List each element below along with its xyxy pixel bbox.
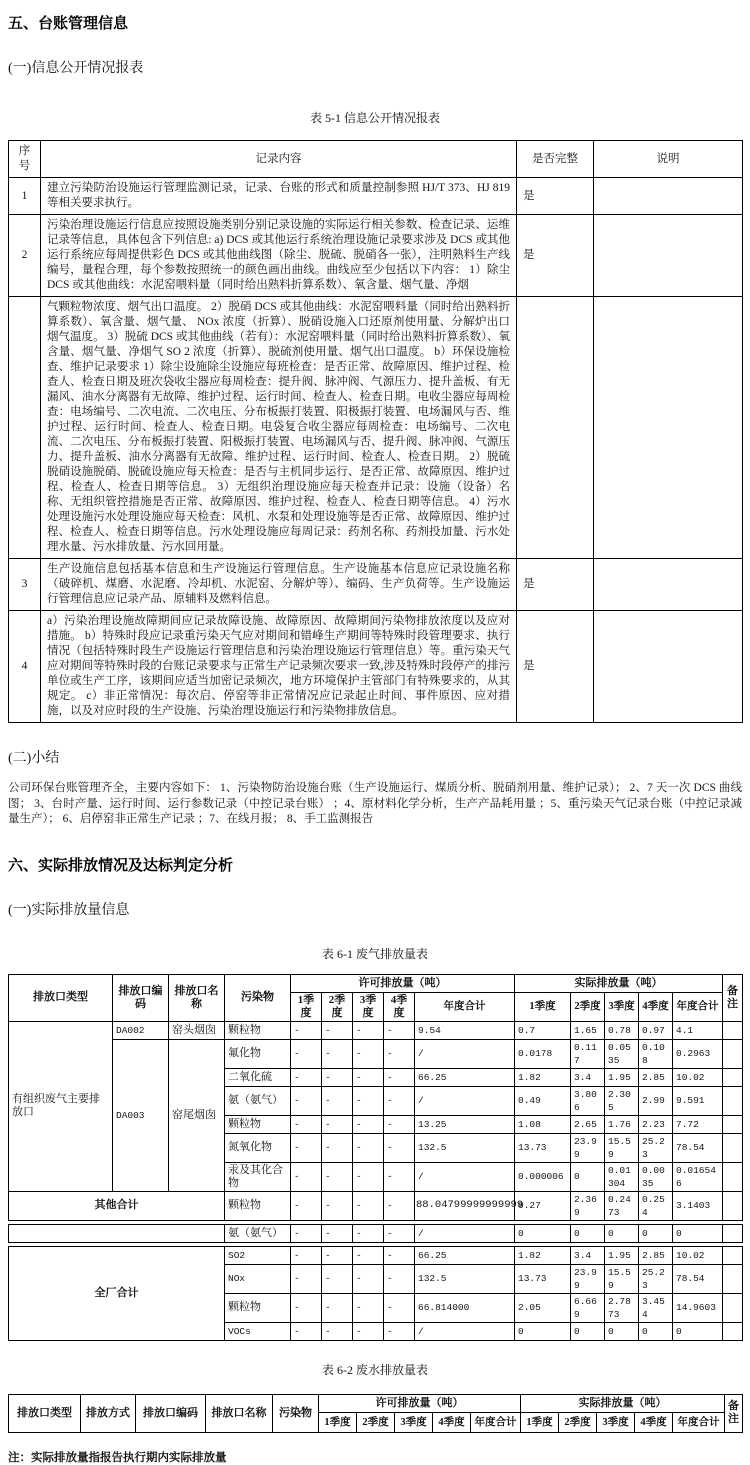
table-cell: 1.76 [605, 1115, 639, 1133]
header-cell: 4季度 [635, 1412, 673, 1432]
table-cell: - [322, 1115, 353, 1133]
section-6-title: 六、实际排放情况及达标判定分析 [8, 856, 234, 874]
pollutant-cell: 颗粒物 [225, 1021, 291, 1039]
table-cell: 0.2473 [605, 1191, 639, 1220]
table-cell: 3.806 [571, 1086, 605, 1115]
table-row [9, 559, 743, 611]
table-cell: - [322, 1039, 353, 1068]
table-row [9, 1191, 743, 1220]
pollutant-cell: 二氧化硫 [225, 1068, 291, 1086]
table-cell: 2.05 [515, 1293, 571, 1322]
pollutant-cell: 氨（氨气） [225, 1224, 291, 1242]
table-cell: 7.72 [673, 1115, 723, 1133]
table-row [9, 1021, 743, 1039]
header-cell: 备注 [723, 974, 743, 1021]
table-cell: 78.54 [673, 1264, 723, 1293]
table-cell: 1.08 [515, 1115, 571, 1133]
row-number-cell: 2 [9, 215, 41, 297]
table-cell: 0.016546 [673, 1162, 723, 1191]
table-cell: - [384, 1264, 415, 1293]
header-cell: 2季度 [571, 992, 605, 1021]
table-cell: - [353, 1039, 384, 1068]
table-cell: - [291, 1246, 322, 1264]
header-cell: 许可排放量（吨） [319, 1394, 521, 1412]
table-cell: - [322, 1133, 353, 1162]
table-cell: - [384, 1224, 415, 1242]
table-cell: - [384, 1115, 415, 1133]
header-cell: 污染物 [273, 1394, 319, 1432]
table-5-1-caption: 表 5-1 信息公开情况报表 [310, 111, 440, 125]
table-cell: - [353, 1224, 384, 1242]
table-cell: 9.54 [415, 1021, 515, 1039]
complete-cell: 是 [517, 215, 594, 297]
row-number-cell: 3 [9, 559, 41, 611]
pollutant-cell: 汞及其化合物 [225, 1162, 291, 1191]
header-cell: 2季度 [357, 1412, 395, 1432]
table-cell: 13.73 [515, 1133, 571, 1162]
pollutant-cell: 颗粒物 [225, 1293, 291, 1322]
header-cell: 年度合计 [673, 1412, 725, 1432]
table-cell: - [384, 1246, 415, 1264]
outlet-code-cell: DA002 [113, 1021, 169, 1039]
table-cell [723, 1191, 743, 1220]
table-cell [723, 1133, 743, 1162]
header-cell: 1季度 [521, 1412, 559, 1432]
table-cell: 0.0535 [605, 1039, 639, 1068]
table-row [9, 1394, 743, 1412]
table-cell: 25.23 [639, 1264, 673, 1293]
table-cell: - [322, 1191, 353, 1220]
table-cell: 2.65 [571, 1115, 605, 1133]
table-cell: - [384, 1191, 415, 1220]
header-cell: 排放口编码 [136, 1394, 206, 1432]
header-cell: 1季度 [291, 992, 322, 1021]
group-label-cell: 其他合计 [9, 1191, 225, 1220]
table-cell: 9.591 [673, 1086, 723, 1115]
table-6-1-gas-emissions-main [8, 974, 743, 1221]
header-cell: 3季度 [353, 992, 384, 1021]
footnote: 注：实际排放量指报告执行期内实际排放量 [8, 1451, 227, 1464]
table-cell [723, 1224, 743, 1242]
table-cell: 2.85 [639, 1246, 673, 1264]
table-row [9, 297, 743, 559]
table-cell: / [415, 1162, 515, 1191]
header-cell: 污染物 [225, 974, 291, 1021]
header-cell: 排放口名称 [169, 974, 225, 1021]
header-cell: 4季度 [639, 992, 673, 1021]
table-cell: - [322, 1068, 353, 1086]
table-cell: 88.04799999999999 [415, 1191, 515, 1220]
table-cell: 23.99 [571, 1264, 605, 1293]
header-cell: 年度合计 [415, 992, 515, 1021]
table-cell: / [415, 1322, 515, 1340]
table-cell: 3.4 [571, 1068, 605, 1086]
table-cell: 1.95 [605, 1246, 639, 1264]
table-cell: - [353, 1115, 384, 1133]
pollutant-cell: 颗粒物 [225, 1191, 291, 1220]
record-content-cell: 污染治理设施运行信息应按照设施类别分别记录设施的实际运行相关参数、检查记录、运维记录等信息，具体包含下列信息: a) DCS 或其他运行系统治理设施记录要求涉及 DCS 或其他运行系统应每周提供彩色 DCS 或其他曲线图（除尘、脱硫、脱硝各一张），注明熟料生产线编号，量程合理，每个参数按照统一的颜色画出曲线。曲线应至少包括以下内容： 1）除尘 DCS 或其他曲线：水泥窑喂料量（同时给出熟料折算系数）、氧含量、烟气量、净烟 [41, 215, 517, 297]
table-cell: - [322, 1264, 353, 1293]
table-cell: 0 [639, 1224, 673, 1242]
table-cell: 10.02 [673, 1246, 723, 1264]
table-cell: 0.49 [515, 1086, 571, 1115]
table-cell: - [322, 1162, 353, 1191]
pollutant-cell: 氨（氨气） [225, 1086, 291, 1115]
table-cell: - [291, 1039, 322, 1068]
table-cell: 0 [571, 1224, 605, 1242]
table-cell: 2.7873 [605, 1293, 639, 1322]
table-cell: - [353, 1021, 384, 1039]
table-5-1-info-disclosure [8, 140, 743, 723]
table-cell [723, 1115, 743, 1133]
table-cell: 2.23 [639, 1115, 673, 1133]
table-cell: 15.59 [605, 1264, 639, 1293]
table-cell: - [384, 1039, 415, 1068]
header-cell: 排放口编码 [113, 974, 169, 1021]
table-cell: - [291, 1162, 322, 1191]
pollutant-cell: NOx [225, 1264, 291, 1293]
table-cell: 0.7 [515, 1021, 571, 1039]
table-cell: - [384, 1293, 415, 1322]
table-cell: - [291, 1191, 322, 1220]
complete-cell [517, 297, 594, 559]
table-cell: - [291, 1115, 322, 1133]
table-cell: 0.108 [639, 1039, 673, 1068]
table-cell: 3.454 [639, 1293, 673, 1322]
table-cell: - [353, 1162, 384, 1191]
header-cell: 4季度 [433, 1412, 471, 1432]
table-cell: 3.4 [571, 1246, 605, 1264]
table-cell: 0.78 [605, 1021, 639, 1039]
group-label-cell [9, 1224, 225, 1242]
table-cell: 6.669 [571, 1293, 605, 1322]
header-cell: 年度合计 [673, 992, 723, 1021]
table-cell: - [384, 1021, 415, 1039]
remark-cell [594, 611, 743, 723]
table-cell [723, 1068, 743, 1086]
table-cell: 0 [571, 1162, 605, 1191]
table-cell: 2.85 [639, 1068, 673, 1086]
table-cell: - [384, 1322, 415, 1340]
table-row [9, 178, 743, 215]
row-number-cell: 4 [9, 611, 41, 723]
table-cell: 66.25 [415, 1068, 515, 1086]
table-cell: 1.65 [571, 1021, 605, 1039]
subsection-5-2-title: (二)小结 [8, 751, 60, 766]
table-cell: / [415, 1039, 515, 1068]
table-cell [723, 1293, 743, 1322]
table-cell: - [291, 1021, 322, 1039]
outlet-name-cell: 窑头烟囱 [169, 1021, 225, 1039]
remark-cell [594, 178, 743, 215]
pollutant-cell: 颗粒物 [225, 1115, 291, 1133]
table-cell: 0.254 [639, 1191, 673, 1220]
table-cell: 0 [673, 1322, 723, 1340]
table-cell: - [353, 1068, 384, 1086]
table-6-1-gas-emissions-ammonia-row [8, 1224, 743, 1243]
table-cell: 0 [571, 1322, 605, 1340]
table-row [9, 1224, 743, 1242]
table-row [9, 1246, 743, 1264]
header-cell: 1季度 [319, 1412, 357, 1432]
header-cell: 备注 [725, 1394, 743, 1432]
remark-cell [594, 215, 743, 297]
table-cell: 4.1 [673, 1021, 723, 1039]
pollutant-cell: 氮氧化物 [225, 1133, 291, 1162]
table-cell: 1.95 [605, 1068, 639, 1086]
table-cell: 0.97 [639, 1021, 673, 1039]
table-cell: - [291, 1264, 322, 1293]
table-cell: 0 [639, 1322, 673, 1340]
pollutant-cell: VOCs [225, 1322, 291, 1340]
table-cell: 10.02 [673, 1068, 723, 1086]
table-cell: 0 [515, 1322, 571, 1340]
table-cell: - [291, 1293, 322, 1322]
table-cell: 13.73 [515, 1264, 571, 1293]
table-cell: 0 [673, 1224, 723, 1242]
table-cell: 0 [515, 1224, 571, 1242]
pollutant-cell: SO2 [225, 1246, 291, 1264]
table-cell: - [322, 1322, 353, 1340]
table-cell: 66.25 [415, 1246, 515, 1264]
table-6-1-caption: 表 6-1 废气排放量表 [322, 946, 428, 961]
table-cell: 132.5 [415, 1133, 515, 1162]
table-cell: 66.814000 [415, 1293, 515, 1322]
complete-cell: 是 [517, 559, 594, 611]
table-cell [723, 1264, 743, 1293]
outlet-type-cell: 有组织废气主要排放口 [9, 1021, 113, 1191]
record-content-cell: 气颗粒物浓度、烟气出口温度。 2）脱硝 DCS 或其他曲线：水泥窑喂料量（同时给出熟料折算系数）、氧含量、烟气量、 NOx 浓度（折算）、脱硝设施入口还原剂使用量、分解炉出口烟气温度。 3）脱硫 DCS 或其他曲线（若有）：水泥窑喂料量（同时给出熟料折算系数）、氧含量、烟气量、净烟气 SO 2 浓度（折算）、脱硫剂使用量、烟气出口温度。 b）环保设施检查、维护记录要求 1）除尘设施除尘设施应每班检查：是否正常、故障原因、维护过程、检查人、检查日期及班次袋收尘器应每周检查：提升阀、脉冲阀、气源压力、提升盖板、有无漏风、油水分离器有无故障、维护过程、运行时间、检查人、检查日期。电收尘器应每周检查：电场编号、二次电流、二次电压、分布板振打装置、阳极振打装置、电场漏风与否、维护过程、运行时间、检查人、检查日期。电袋复合收尘器应每周检查：电场编号、二次电流、二次电压、分布板振打装置、阳极振打装置、电场漏风与否、提升阀、脉冲阀、气源压力、提升盖板、油水分离器有无故障、维护过程、运行时间、检查人、检查日期。 2）脱硫脱硝设施脱硝、脱硫设施应每天检查：是否与主机同步运行、是否正常、故障原因、维护过程、检查人、检查日期等信息。 3）无组织治理设施应每天检查并记录：设施（设备）名称、无组织管控措施是否正常、故障原因、维护过程、检查人、检查日期等信息。 4）污水处理设施污水处理设施应每天检查：风机、水泵和处理设施等是否正常、故障原因、维护过程、检查人、检查日期等信息。污水处理设施应每周记录：药剂名称、药剂投加量、污水处理水量、污水排放量、污水回用量。 [41, 297, 517, 559]
table-cell: 2.99 [639, 1086, 673, 1115]
table-cell: - [353, 1086, 384, 1115]
pollutant-cell: 氟化物 [225, 1039, 291, 1068]
table-row [9, 611, 743, 723]
row-number-cell: 1 [9, 178, 41, 215]
table-cell: 0 [605, 1322, 639, 1340]
table-row [9, 1039, 743, 1068]
table-6-2-wastewater-emissions [8, 1394, 743, 1433]
header-cell: 2季度 [322, 992, 353, 1021]
table-cell: 15.59 [605, 1133, 639, 1162]
table-cell: - [384, 1068, 415, 1086]
table-cell [723, 1021, 743, 1039]
header-cell: 许可排放量（吨） [291, 974, 515, 992]
table-cell: - [353, 1264, 384, 1293]
table-cell: 132.5 [415, 1264, 515, 1293]
table-6-1-gas-emissions-plant-total [8, 1246, 743, 1341]
header-cell: 排放口名称 [206, 1394, 273, 1432]
header-cell: 4季度 [384, 992, 415, 1021]
table-cell: - [353, 1191, 384, 1220]
record-content-cell: 建立污染防治设施运行管理监测记录，记录、台账的形式和质量控制参照 HJ/T 373、HJ 819 等相关要求执行。 [41, 178, 517, 215]
table-row [9, 974, 743, 992]
record-content-cell: a）污染治理设施故障期间应记录故障设施、故障原因、故障期间污染物排放浓度以及应对措施。 b）特殊时段应记录重污染天气应对期间和错峰生产期间等特殊时段管理要求、执行情况（包括特殊时段生产设施运行管理信息和污染治理设施运行管理信息）等。重污染天气应对期间等特殊时段的台账记录要求与正常生产记录频次要求一致,涉及特殊时段停产的排污单位或生产工序，该期间应适当加密记录频次，地方环境保护主管部门有特殊要求的，从其规定。 c）非正常情况：每次启、停窑等非正常情况应记录起止时间、事件原因、应对措施，以及对应时段的生产设施、污染治理设施运行和污染物排放信息。 [41, 611, 517, 723]
table-cell: - [353, 1246, 384, 1264]
header-cell: 3季度 [395, 1412, 433, 1432]
table-row [9, 215, 743, 297]
table-cell: - [384, 1086, 415, 1115]
section-5-title: 五、台账管理信息 [8, 15, 129, 32]
row-number-cell [9, 297, 41, 559]
table-cell: / [415, 1224, 515, 1242]
header-cell: 说明 [594, 141, 743, 178]
table-cell [723, 1086, 743, 1115]
subsection-6-1-title: (一)实际排放量信息 [8, 902, 130, 918]
table-cell: - [384, 1133, 415, 1162]
complete-cell: 是 [517, 178, 594, 215]
outlet-name-cell: 窑尾烟囱 [169, 1039, 225, 1191]
table-cell: 78.54 [673, 1133, 723, 1162]
header-cell: 排放方式 [81, 1394, 136, 1432]
complete-cell: 是 [517, 611, 594, 723]
table-cell: - [322, 1246, 353, 1264]
table-cell: - [353, 1293, 384, 1322]
table-cell [723, 1246, 743, 1264]
table-cell: 2.305 [605, 1086, 639, 1115]
table-cell: 0.000006 [515, 1162, 571, 1191]
remark-cell [594, 559, 743, 611]
table-cell: - [353, 1322, 384, 1340]
table-cell: 0.0035 [639, 1162, 673, 1191]
header-cell: 排放口类型 [9, 974, 113, 1021]
table-cell: 2.369 [571, 1191, 605, 1220]
table-cell: 25.23 [639, 1133, 673, 1162]
header-cell: 3季度 [605, 992, 639, 1021]
table-cell: - [353, 1133, 384, 1162]
header-cell: 记录内容 [41, 141, 517, 178]
header-cell: 年度合计 [471, 1412, 521, 1432]
table-cell: - [291, 1322, 322, 1340]
table-cell: / [415, 1086, 515, 1115]
remark-cell [594, 297, 743, 559]
table-cell: - [291, 1224, 322, 1242]
summary-paragraph: 公司环保台账管理齐全，主要内容如下： 1、污染物防治设施台账（生产设施运行、煤质分析、脱硝剂用量、维护记录）； 2、7 天一次 DCS 曲线图； 3、台时产量、运行时间、运行参数记录（中控记录台账） ；4、原材料化学分析，生产产品耗用量 ；5、重污染天气记录台账（中控记录减量生产）； 6、启停窑非正常生产记录 ；7、在线月报； 8、手工监测报告 [8, 782, 742, 825]
table-cell: 0.2963 [673, 1039, 723, 1068]
table-cell: 0.27 [515, 1191, 571, 1220]
table-cell: 0.01304 [605, 1162, 639, 1191]
header-cell: 实际排放量（吨） [515, 974, 723, 992]
table-cell: - [322, 1224, 353, 1242]
table-cell: - [291, 1133, 322, 1162]
table-cell: - [291, 1086, 322, 1115]
table-cell: 0.117 [571, 1039, 605, 1068]
table-cell: 1.82 [515, 1068, 571, 1086]
header-cell: 排放口类型 [9, 1394, 81, 1432]
header-cell: 1季度 [515, 992, 571, 1021]
table-cell: - [291, 1068, 322, 1086]
table-cell: - [384, 1162, 415, 1191]
table-cell: 14.9603 [673, 1293, 723, 1322]
table-cell: 13.25 [415, 1115, 515, 1133]
header-cell: 3季度 [597, 1412, 635, 1432]
record-content-cell: 生产设施信息包括基本信息和生产设施运行管理信息。生产设施基本信息应记录设施名称（破碎机、煤磨、水泥磨、冷却机、水泥窑、分解炉等）、编码、生产负荷等。生产设施运行管理信息应记录产品、原辅料及燃料信息。 [41, 559, 517, 611]
table-cell: 3.1403 [673, 1191, 723, 1220]
table-cell: 0 [605, 1224, 639, 1242]
group-label-cell: 全厂合计 [9, 1246, 225, 1340]
header-cell: 实际排放量（吨） [521, 1394, 725, 1412]
table-cell: - [322, 1086, 353, 1115]
header-cell: 2季度 [559, 1412, 597, 1432]
table-cell: - [322, 1021, 353, 1039]
table-cell [723, 1322, 743, 1340]
outlet-code-cell: DA003 [113, 1039, 169, 1191]
table-row [9, 141, 743, 178]
table-cell [723, 1039, 743, 1068]
header-cell: 序号 [9, 141, 41, 178]
table-cell: 1.82 [515, 1246, 571, 1264]
header-cell: 是否完整 [517, 141, 594, 178]
table-cell: 0.0178 [515, 1039, 571, 1068]
table-6-2-caption: 表 6-2 废水排放量表 [322, 1362, 428, 1377]
table-cell [723, 1162, 743, 1191]
subsection-5-1-title: (一)信息公开情况报表 [8, 61, 144, 76]
table-cell: 23.99 [571, 1133, 605, 1162]
table-cell: - [322, 1293, 353, 1322]
